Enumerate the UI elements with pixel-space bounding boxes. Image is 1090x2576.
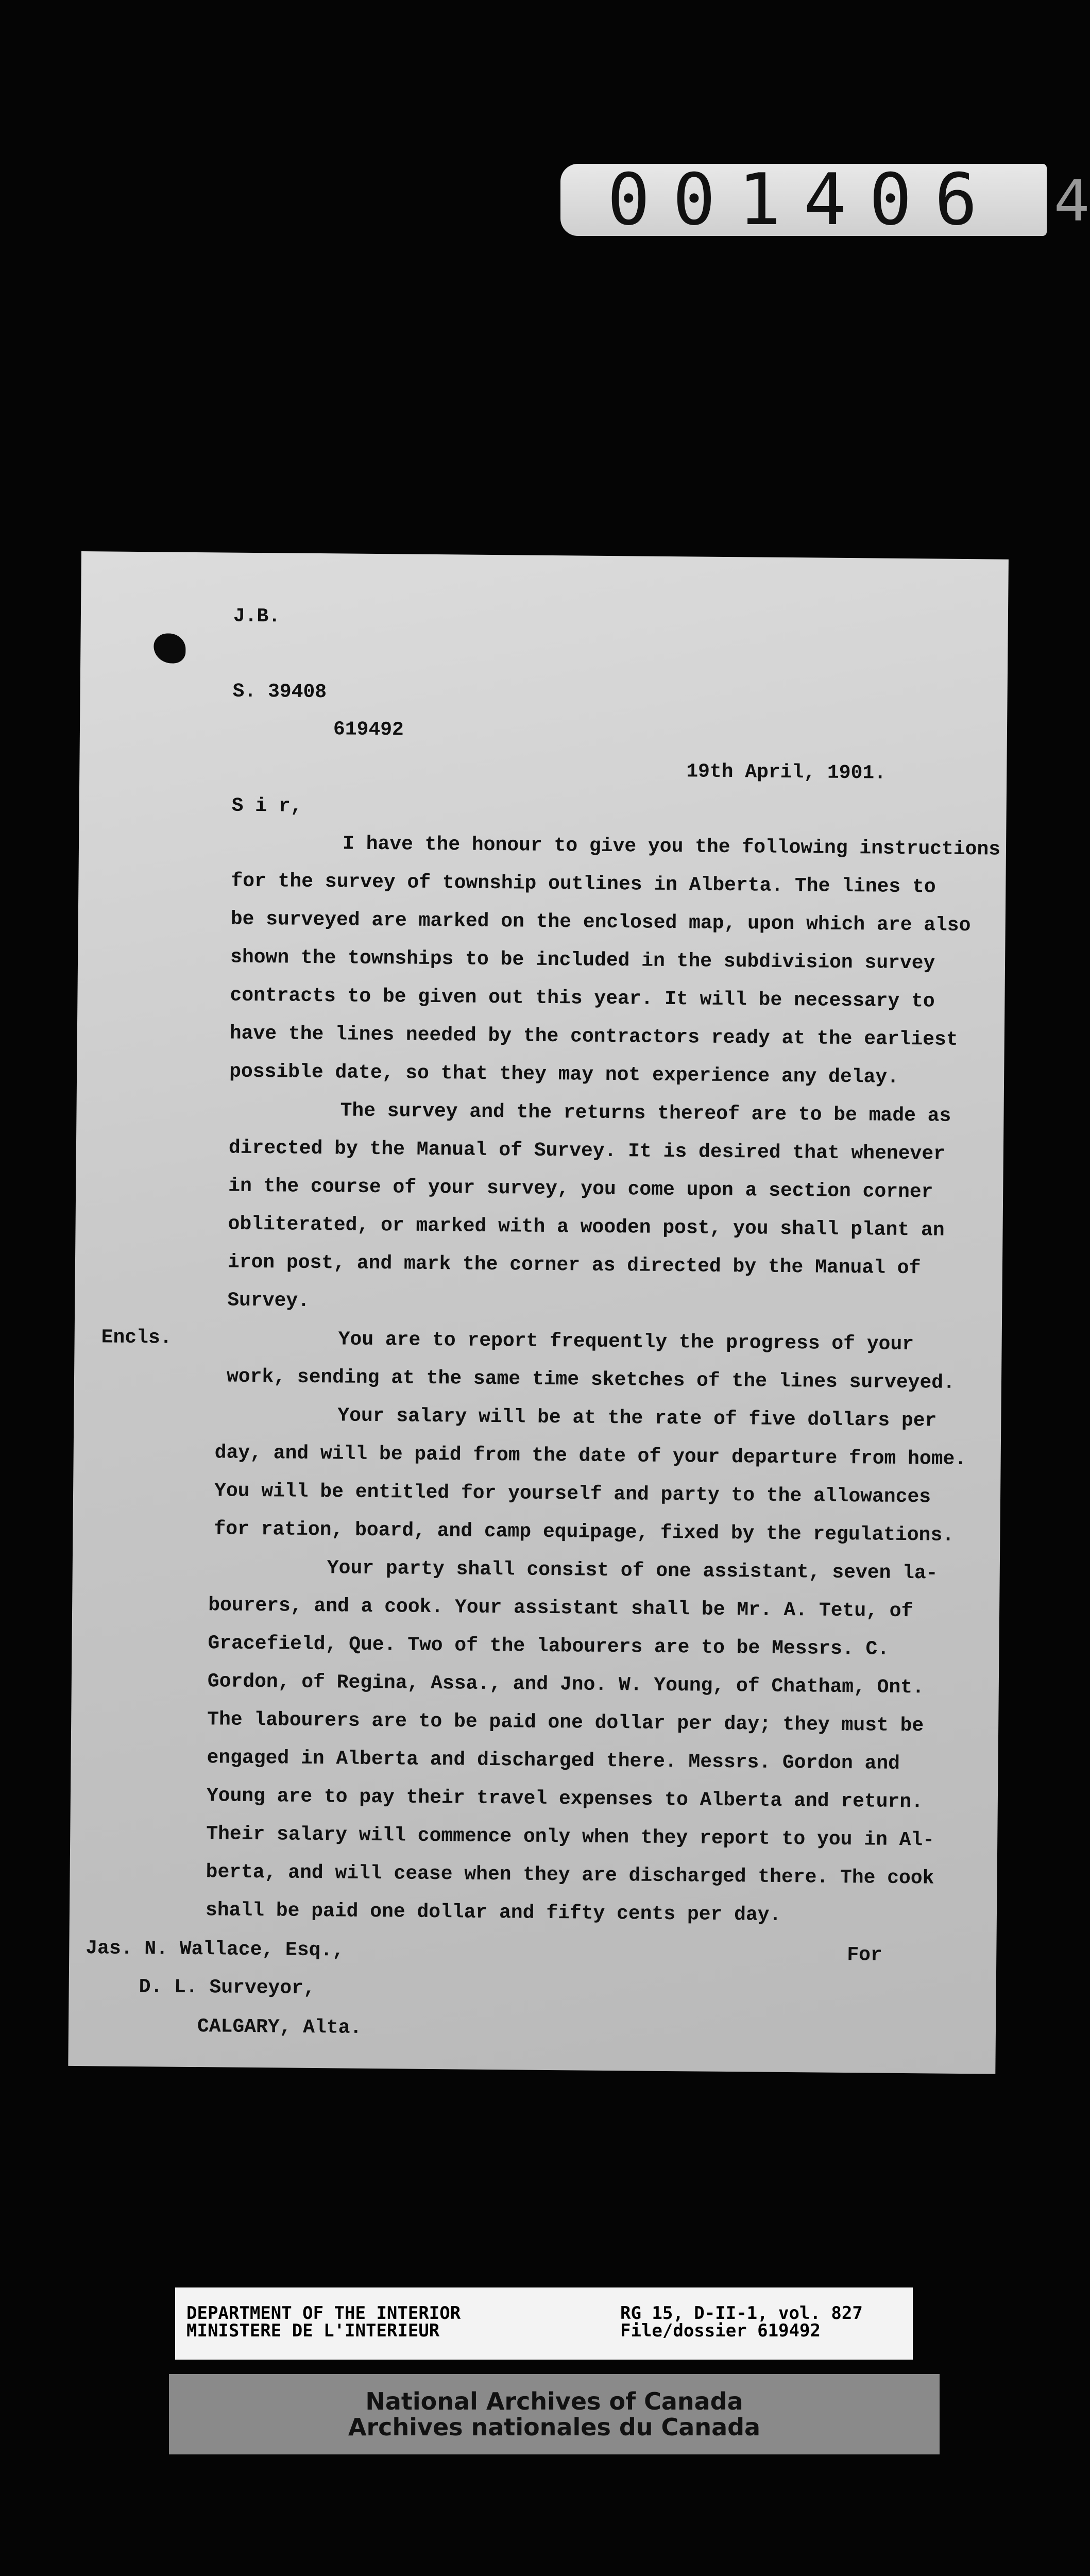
body-line: Their salary will commence only when they report to you in Al- bbox=[206, 1823, 935, 1852]
record-group-ref: RG 15, D-II-1, vol. 827 bbox=[620, 2303, 863, 2324]
ink-blot bbox=[154, 633, 186, 664]
addressee-name: Jas. N. Wallace, Esq., bbox=[86, 1937, 345, 1962]
body-line: Gordon, of Regina, Assa., and Jno. W. Young, of Chatham, Ont. bbox=[207, 1670, 925, 1699]
body-line: berta, and will cease when they are discharged there. The cook bbox=[206, 1861, 934, 1890]
body-line: The survey and the returns thereof are to be made as bbox=[340, 1099, 951, 1127]
body-line: iron post, and mark the corner as directed by the Manual of bbox=[227, 1251, 921, 1280]
archive-label bbox=[175, 2287, 913, 2360]
archives-name-fr: Archives nationales du Canada bbox=[348, 2413, 761, 2441]
body-line: directed by the Manual of Survey. It is desired that whenever bbox=[228, 1137, 946, 1165]
body-line: day, and will be paid from the date of your departure from home. bbox=[214, 1442, 967, 1471]
body-line: Gracefield, Que. Two of the labourers are to be Messrs. C. bbox=[208, 1632, 890, 1660]
body-line: The labourers are to be paid one dollar per day; they must be bbox=[207, 1708, 924, 1737]
enclosures-note: Encls. bbox=[101, 1326, 172, 1349]
body-line: for ration, board, and camp equipage, fixed by the regulations. bbox=[214, 1518, 955, 1547]
body-line: Survey. bbox=[227, 1289, 310, 1312]
signoff: For bbox=[847, 1944, 882, 1967]
body-line: Young are to pay their travel expenses to Alberta and return. bbox=[206, 1785, 924, 1814]
file-dossier-ref: File/dossier 619492 bbox=[620, 2320, 821, 2341]
body-line: You are to report frequently the progress of your bbox=[338, 1328, 914, 1356]
body-line: shown the townships to be included in the subdivision survey bbox=[230, 946, 935, 975]
frame-number-edge: 4 bbox=[1054, 168, 1090, 234]
body-line: shall be paid one dollar and fifty cents per day. bbox=[205, 1899, 781, 1926]
frame-number-strip: 001406 bbox=[560, 164, 1047, 236]
addressee-title: D. L. Surveyor, bbox=[139, 1976, 315, 2000]
salutation: S i r, bbox=[231, 794, 302, 818]
body-line: contracts to be given out this year. It will be necessary to bbox=[230, 984, 935, 1013]
body-line: Your salary will be at the rate of five dollars per bbox=[337, 1404, 937, 1432]
body-line: have the lines needed by the contractors ready at the earliest bbox=[229, 1022, 958, 1051]
body-line: I have the honour to give you the following instructions bbox=[342, 833, 1001, 861]
file-reference: S. 39408 bbox=[232, 680, 327, 704]
department-fr: MINISTERE DE L'INTERIEUR bbox=[186, 2320, 440, 2341]
body-line: engaged in Alberta and discharged there. Messrs. Gordon and bbox=[207, 1747, 900, 1775]
body-line: You will be entitled for yourself and party to the allowances bbox=[214, 1480, 931, 1509]
archives-banner bbox=[169, 2374, 940, 2454]
archives-name-en: National Archives of Canada bbox=[365, 2387, 743, 2415]
body-line: obliterated, or marked with a wooden post, you shall plant an bbox=[228, 1213, 945, 1242]
initials: J.B. bbox=[233, 605, 281, 628]
body-line: for the survey of township outlines in Alberta. The lines to bbox=[231, 870, 936, 899]
body-line: possible date, so that they may not experience any delay. bbox=[229, 1060, 899, 1089]
body-line: Your party shall consist of one assistant, seven la- bbox=[327, 1557, 938, 1585]
body-line: in the course of your survey, you come upon a section corner bbox=[228, 1175, 933, 1204]
body-line: bourers, and a cook. Your assistant shall be Mr. A. Tetu, of bbox=[208, 1594, 913, 1623]
file-number: 619492 bbox=[333, 718, 404, 741]
department-en: DEPARTMENT OF THE INTERIOR bbox=[186, 2303, 461, 2324]
body-line: work, sending at the same time sketches of the lines surveyed. bbox=[226, 1365, 956, 1394]
body-line: be surveyed are marked on the enclosed map, upon which are also bbox=[230, 908, 971, 937]
letter-page bbox=[68, 551, 1009, 2074]
letter-date: 19th April, 1901. bbox=[686, 760, 887, 785]
addressee-city: CALGARY, Alta. bbox=[197, 2015, 362, 2039]
